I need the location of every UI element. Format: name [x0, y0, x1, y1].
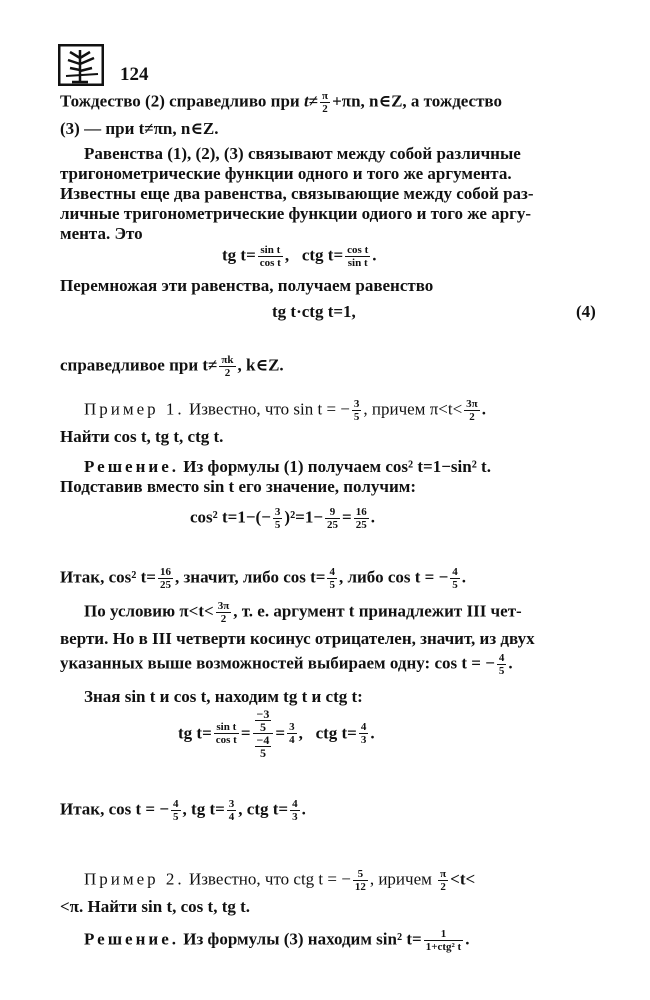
para-line-3: Известны еще два равенства, связывающие между собой раз- — [60, 184, 534, 203]
itak-cos-line: Итак, cos² t= $\frac{16}{25}$ , значит, либо cos t= $\frac{4}{5}$ , либо cos t = − $\frac{4}{5}$ . — [60, 566, 467, 591]
example-2-statement: Пример 2. Известно, что ctg t = − $\frac{5}{12}$ , иричем $\frac{\pi}{2}$ <t< — [84, 868, 476, 893]
product-formula: tg t·ctg t=1, — [272, 302, 356, 321]
final-answer-line: Итак, cos t = − $\frac{4}{5}$ , tg t= $\frac{3}{4}$ , ctg t= $\frac{4}{3}$ . — [60, 798, 306, 823]
solution-1-line-1: Решение. Из формулы (1) получаем cos² t=1−sin² t. — [84, 457, 491, 476]
para-line-2: тригонометрические функции одного и того же аргумента. — [60, 164, 512, 183]
example-2-task: <π. Найти sin t, cos t, tg t. — [60, 897, 251, 916]
example-1-task: Найти cos t, tg t, ctg t. — [60, 427, 224, 446]
fern-leaf-icon — [58, 44, 104, 86]
intro-line-1: Тождество (2) справедливо при t≠ $\frac{\pi}{2}$ +πn, n∈Z, а тождество — [60, 90, 503, 115]
condition-line-1: По условию π<t< $\frac{3\pi}{2}$ , т. е. аргумент t принадлежит III чет- — [84, 600, 522, 625]
solution-1-line-2: Подставив вместо sin t его значение, получим: — [60, 477, 416, 496]
equation-number-4: (4) — [576, 302, 596, 321]
condition-line-2: верти. Но в III четверти косинус отрицателен, значит, из двух — [60, 629, 535, 648]
tg-ctg-computation: tg t= $\frac{\text{sin t}}{\text{cos t}}$ = $\frac{\frac{-3}{5}}{\frac{-4}{5}}$ = $\frac{3}{4}$ , ctg t= $\frac{4}{3}$ . — [178, 707, 375, 760]
tg-ctg-formulas: tg t= $\frac{\text{sin t}}{\text{cos t}}$ , ctg t= $\frac{\text{cos t}}{\text{sin t}}$ . — [222, 244, 377, 269]
example-1-statement: Пример 1. Известно, что sin t = − $\frac{3}{5}$ , причем π<t< $\frac{3\pi}{2}$ . — [84, 398, 486, 423]
valid-condition: справедливое при t≠ $\frac{\pi k}{2}$ , k∈Z. — [60, 354, 284, 379]
page-number: 124 — [120, 64, 149, 85]
condition-line-3: указанных выше возможностей выбираем одну: cos t = − $\frac{4}{5}$ . — [60, 652, 513, 677]
multiply-text: Перемножая эти равенства, получаем равенство — [60, 276, 434, 295]
intro-line-2: (3) — при t≠πn, n∈Z. — [60, 119, 219, 138]
know-line: Зная sin t и cos t, находим tg t и ctg t: — [84, 687, 363, 706]
para-line-1: Равенства (1), (2), (3) связывают между собой различные — [84, 144, 521, 163]
para-line-5: мента. Это — [60, 224, 143, 243]
solution-2-line: Решение. Из формулы (3) находим sin² t= $\frac{1}{\text{1+ctg² t}}$ . — [84, 928, 470, 953]
para-line-4: личные тригонометрические функции одиого и того же аргу- — [60, 204, 532, 223]
cos-squared-equation: cos² t=1−(− $\frac{3}{5}$ )²=1− $\frac{9}{25}$ = $\frac{16}{25}$ . — [190, 506, 375, 531]
